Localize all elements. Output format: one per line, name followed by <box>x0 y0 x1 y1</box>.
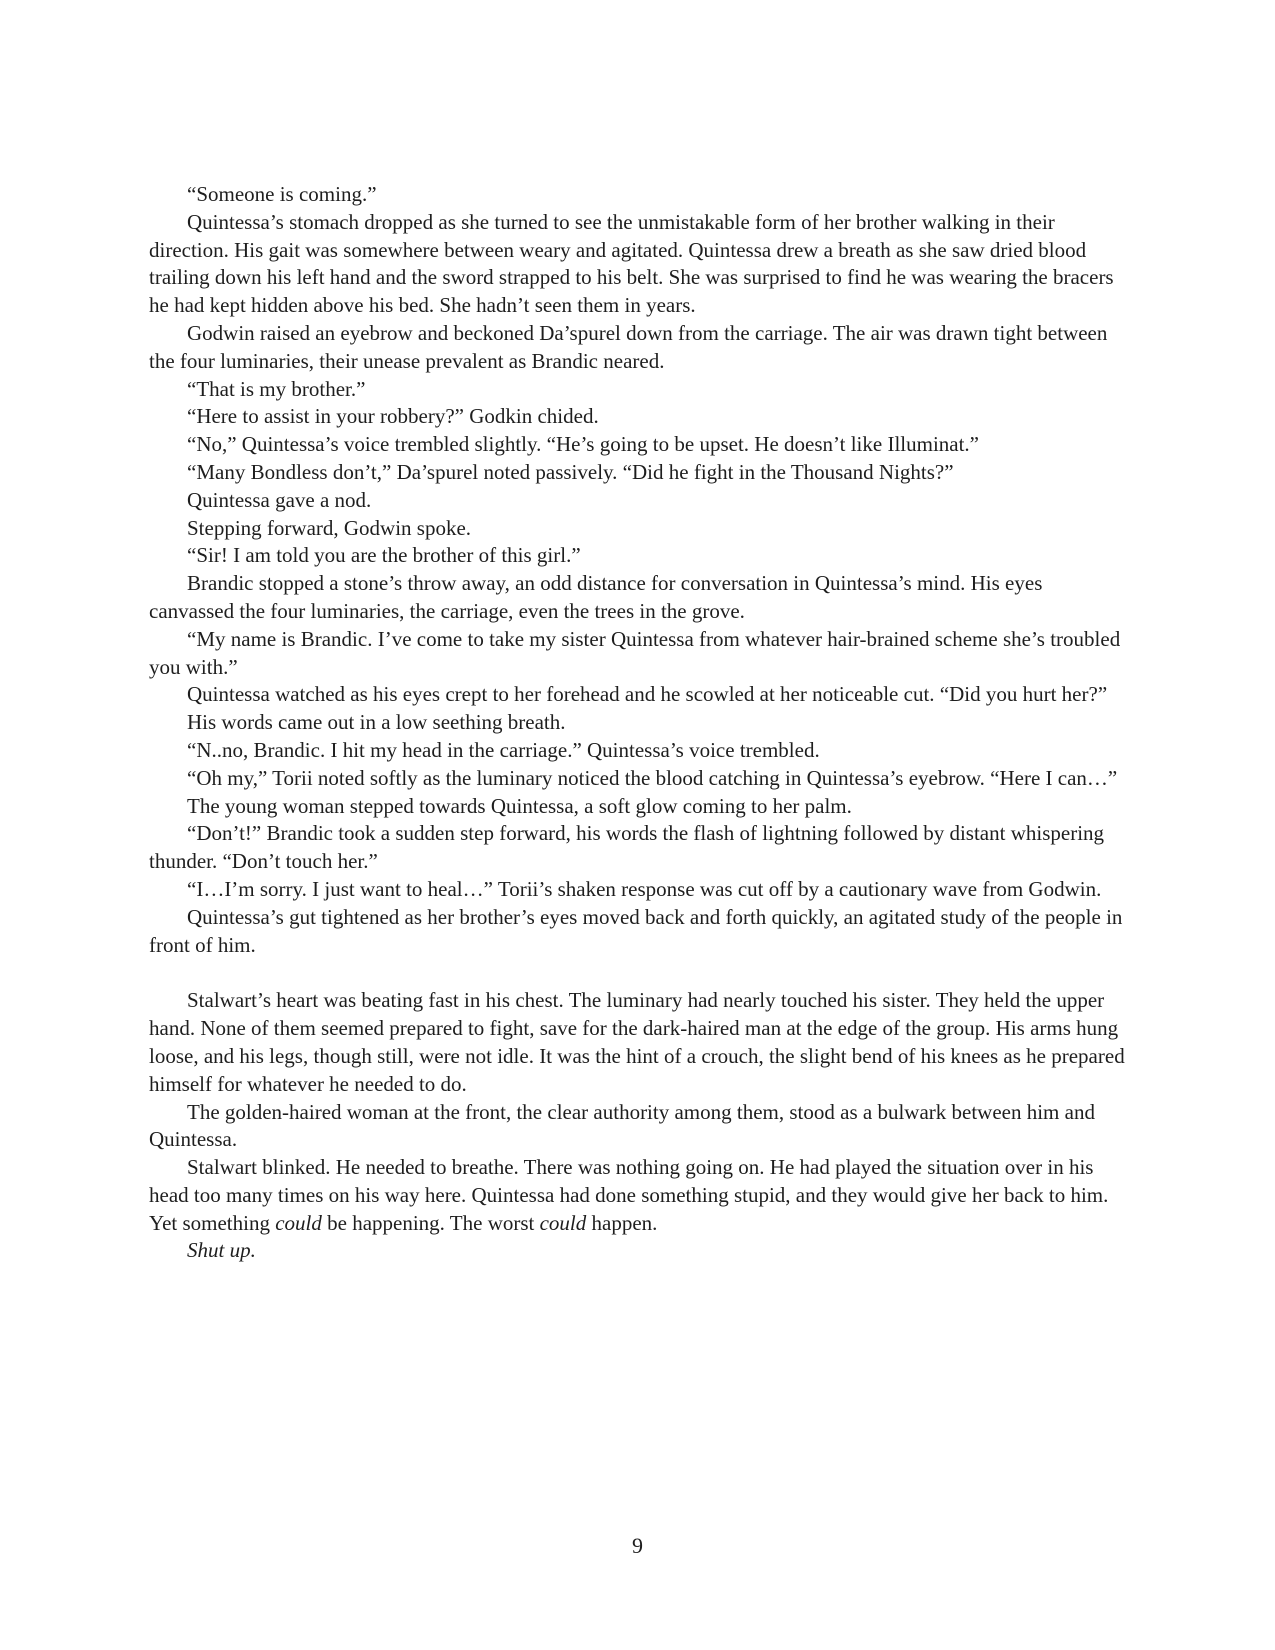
paragraph: “Sir! I am told you are the brother of this girl.” <box>187 543 581 568</box>
paragraph: The young woman stepped towards Quintessa, a soft glow coming to her palm. <box>187 793 852 818</box>
paragraph-scene-break: Stalwart’s heart was beating fast in his chest. The luminary had nearly touched his sister. They held the upper hand. None of them seemed prepared to fight, save for the dark-haired man at the edge of the group. His arms hung loose, and his legs, though still, were not idle. It was the hint of a crouch, the slight bend of his knees as he prepared himself for whatever he needed to do. <box>149 988 1125 1096</box>
paragraph: Stepping forward, Godwin spoke. <box>187 515 472 540</box>
paragraph: “My name is Brandic. I’ve come to take my sister Quintessa from whatever hair-brained scheme she’s troubled you with.” <box>149 626 1121 679</box>
emphasis: Shut up. <box>187 1238 256 1263</box>
paragraph: “Many Bondless don’t,” Da’spurel noted passively. “Did he fight in the Thousand Nights?” <box>187 459 954 484</box>
page-body <box>149 181 1129 1265</box>
paragraph: Godwin raised an eyebrow and beckoned Da’spurel down from the carriage. The air was drawn tight between the four luminaries, their unease prevalent as Brandic neared. <box>149 320 1108 373</box>
paragraph: “No,” Quintessa’s voice trembled slightly. “He’s going to be upset. He doesn’t like Illuminat.” <box>187 432 980 457</box>
paragraph: Quintessa gave a nod. <box>187 487 372 512</box>
paragraph: “Don’t!” Brandic took a sudden step forward, his words the flash of lightning followed by distant whispering thunder. “Don’t touch her.” <box>149 821 1105 874</box>
paragraph: Quintessa watched as his eyes crept to her forehead and he scowled at her noticeable cut. “Did you hurt her?” <box>187 682 1108 707</box>
emphasis: could <box>539 1210 587 1235</box>
paragraph: “N..no, Brandic. I hit my head in the carriage.” Quintessa’s voice trembled. <box>187 737 820 762</box>
paragraph: Brandic stopped a stone’s throw away, an odd distance for conversation in Quintessa’s mind. His eyes canvassed the four luminaries, the carriage, even the trees in the grove. <box>149 571 1043 623</box>
paragraph-with-emphasis <box>149 1154 1129 1237</box>
paragraph: Quintessa’s gut tightened as her brother’s eyes moved back and forth quickly, an agitated study of the people in front of him. <box>149 904 1123 957</box>
paragraph: “That is my brother.” <box>187 376 366 401</box>
paragraph: Quintessa’s stomach dropped as she turned to see the unmistakable form of her brother walking in their direction. His gait was somewhere between weary and agitated. Quintessa drew a breath as she saw dried blood trailing down his left hand and the sword strapped to his belt. She was surprised to find he was wearing the bracers he had kept hidden above his bed. She hadn’t seen them in years. <box>149 209 1114 318</box>
paragraph: “Here to assist in your robbery?” Godkin chided. <box>187 404 599 429</box>
paragraph-italic <box>149 1237 1129 1265</box>
text-run: Stalwart blinked. He needed to breathe. There was nothing going on. He had played the situation over in his head too many times on his way here. Quintessa had done something stupid, and they would give her back to him. Yet something <box>149 1155 1109 1235</box>
emphasis: could <box>275 1210 322 1235</box>
paragraph: “Someone is coming.” <box>187 182 377 206</box>
paragraph: The golden-haired woman at the front, the clear authority among them, stood as a bulwark between him and Quintessa. <box>149 1099 1095 1152</box>
page-number: 9 <box>632 1533 643 1558</box>
paragraph: His words came out in a low seething breath. <box>187 710 566 735</box>
text-run: happen. <box>586 1210 658 1235</box>
paragraph: “Oh my,” Torii noted softly as the luminary noticed the blood catching in Quintessa’s eyebrow. “Here I can…” <box>187 765 1118 790</box>
text-run: be happening. The worst <box>321 1210 540 1235</box>
paragraph: “I…I’m sorry. I just want to heal…” Torii’s shaken response was cut off by a cautionary wave from Godwin. <box>187 876 1102 901</box>
